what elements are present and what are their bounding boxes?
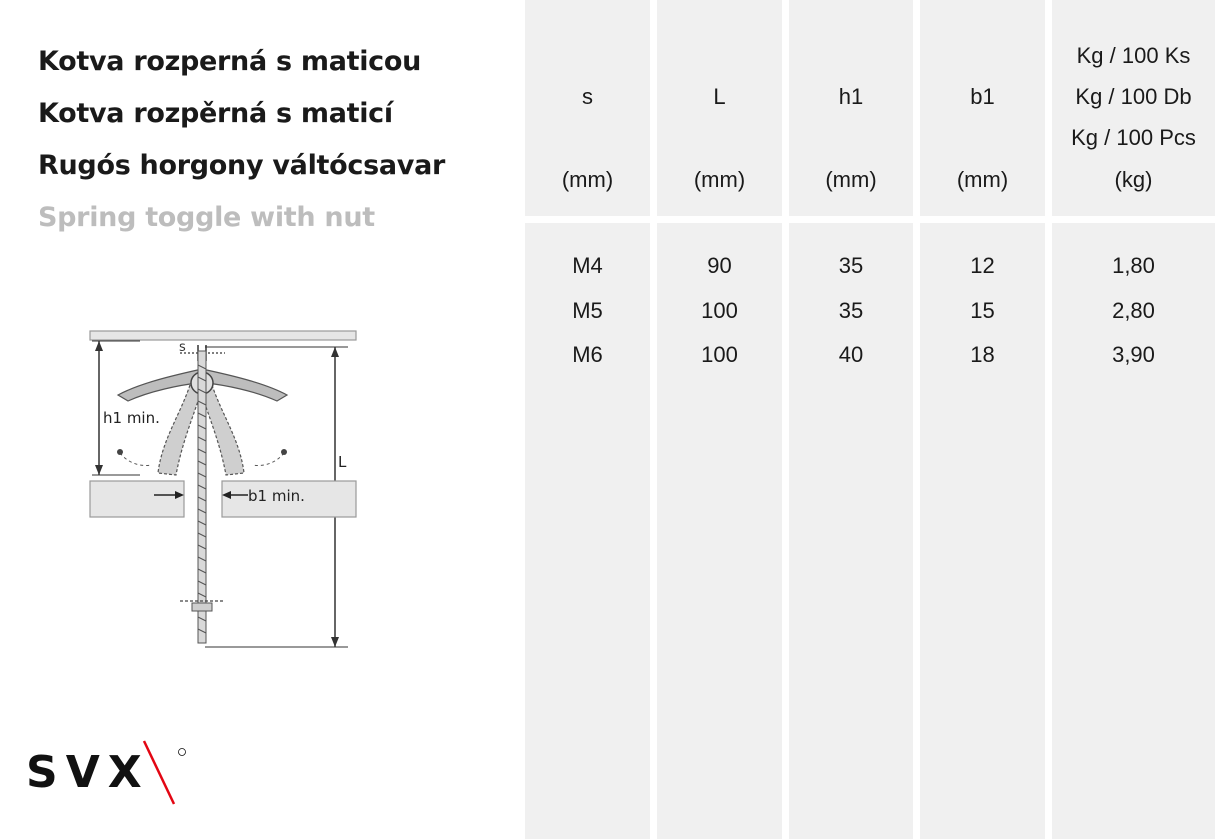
cell-b1: 12 xyxy=(970,253,995,278)
cell-L: 100 xyxy=(701,342,738,367)
spring-toggle-diagram xyxy=(80,325,370,660)
header-h1: h1 xyxy=(838,84,864,109)
svx-logo xyxy=(26,738,196,808)
h1-label: h1 min. xyxy=(103,409,160,427)
header-b1-unit: (mm) xyxy=(956,167,1009,192)
cell-weight: 1,80 xyxy=(1112,253,1155,278)
cell-b1: 15 xyxy=(970,298,995,323)
header-L: L xyxy=(713,84,726,109)
title-hu: Rugós horgony váltócsavar xyxy=(38,150,446,181)
title-cz: Kotva rozpěrná s maticí xyxy=(38,98,393,129)
cell-L: 90 xyxy=(707,253,732,278)
header-L-unit: (mm) xyxy=(693,167,746,192)
cell-s: M5 xyxy=(572,298,603,323)
cell-s: M6 xyxy=(572,342,603,367)
cell-L: 100 xyxy=(701,298,738,323)
registered-mark-icon xyxy=(179,749,186,756)
cell-weight: 2,80 xyxy=(1112,298,1155,323)
header-b1: b1 xyxy=(970,84,995,109)
cell-h1: 40 xyxy=(838,342,864,367)
column-bg-h1 xyxy=(789,0,913,839)
header-s-unit: (mm) xyxy=(561,167,614,192)
cell-weight: 3,90 xyxy=(1112,342,1155,367)
header-separator xyxy=(525,216,1215,223)
cell-h1: 35 xyxy=(838,298,864,323)
title-sk: Kotva rozperná s maticou xyxy=(38,46,422,77)
b1-label: b1 min. xyxy=(248,487,305,505)
header-weight-pcs: Kg / 100 Pcs xyxy=(1071,125,1196,150)
header-h1-unit: (mm) xyxy=(825,167,877,192)
s-label: s xyxy=(179,340,186,355)
column-bg-s xyxy=(525,0,650,839)
svx-logo-text: SVX xyxy=(26,747,150,798)
header-weight-ks: Kg / 100 Ks xyxy=(1076,43,1191,68)
title-block xyxy=(38,36,445,244)
column-bg-L xyxy=(657,0,782,839)
cell-s: M4 xyxy=(572,253,603,278)
cell-h1: 35 xyxy=(838,253,864,278)
L-label: L xyxy=(338,453,347,471)
header-weight-db: Kg / 100 Db xyxy=(1075,84,1192,109)
cell-b1: 18 xyxy=(970,342,995,367)
title-en: Spring toggle with nut xyxy=(38,202,375,233)
header-s: s xyxy=(582,84,593,109)
header-weight-unit: (kg) xyxy=(1114,167,1153,192)
column-bg-b1 xyxy=(920,0,1045,839)
